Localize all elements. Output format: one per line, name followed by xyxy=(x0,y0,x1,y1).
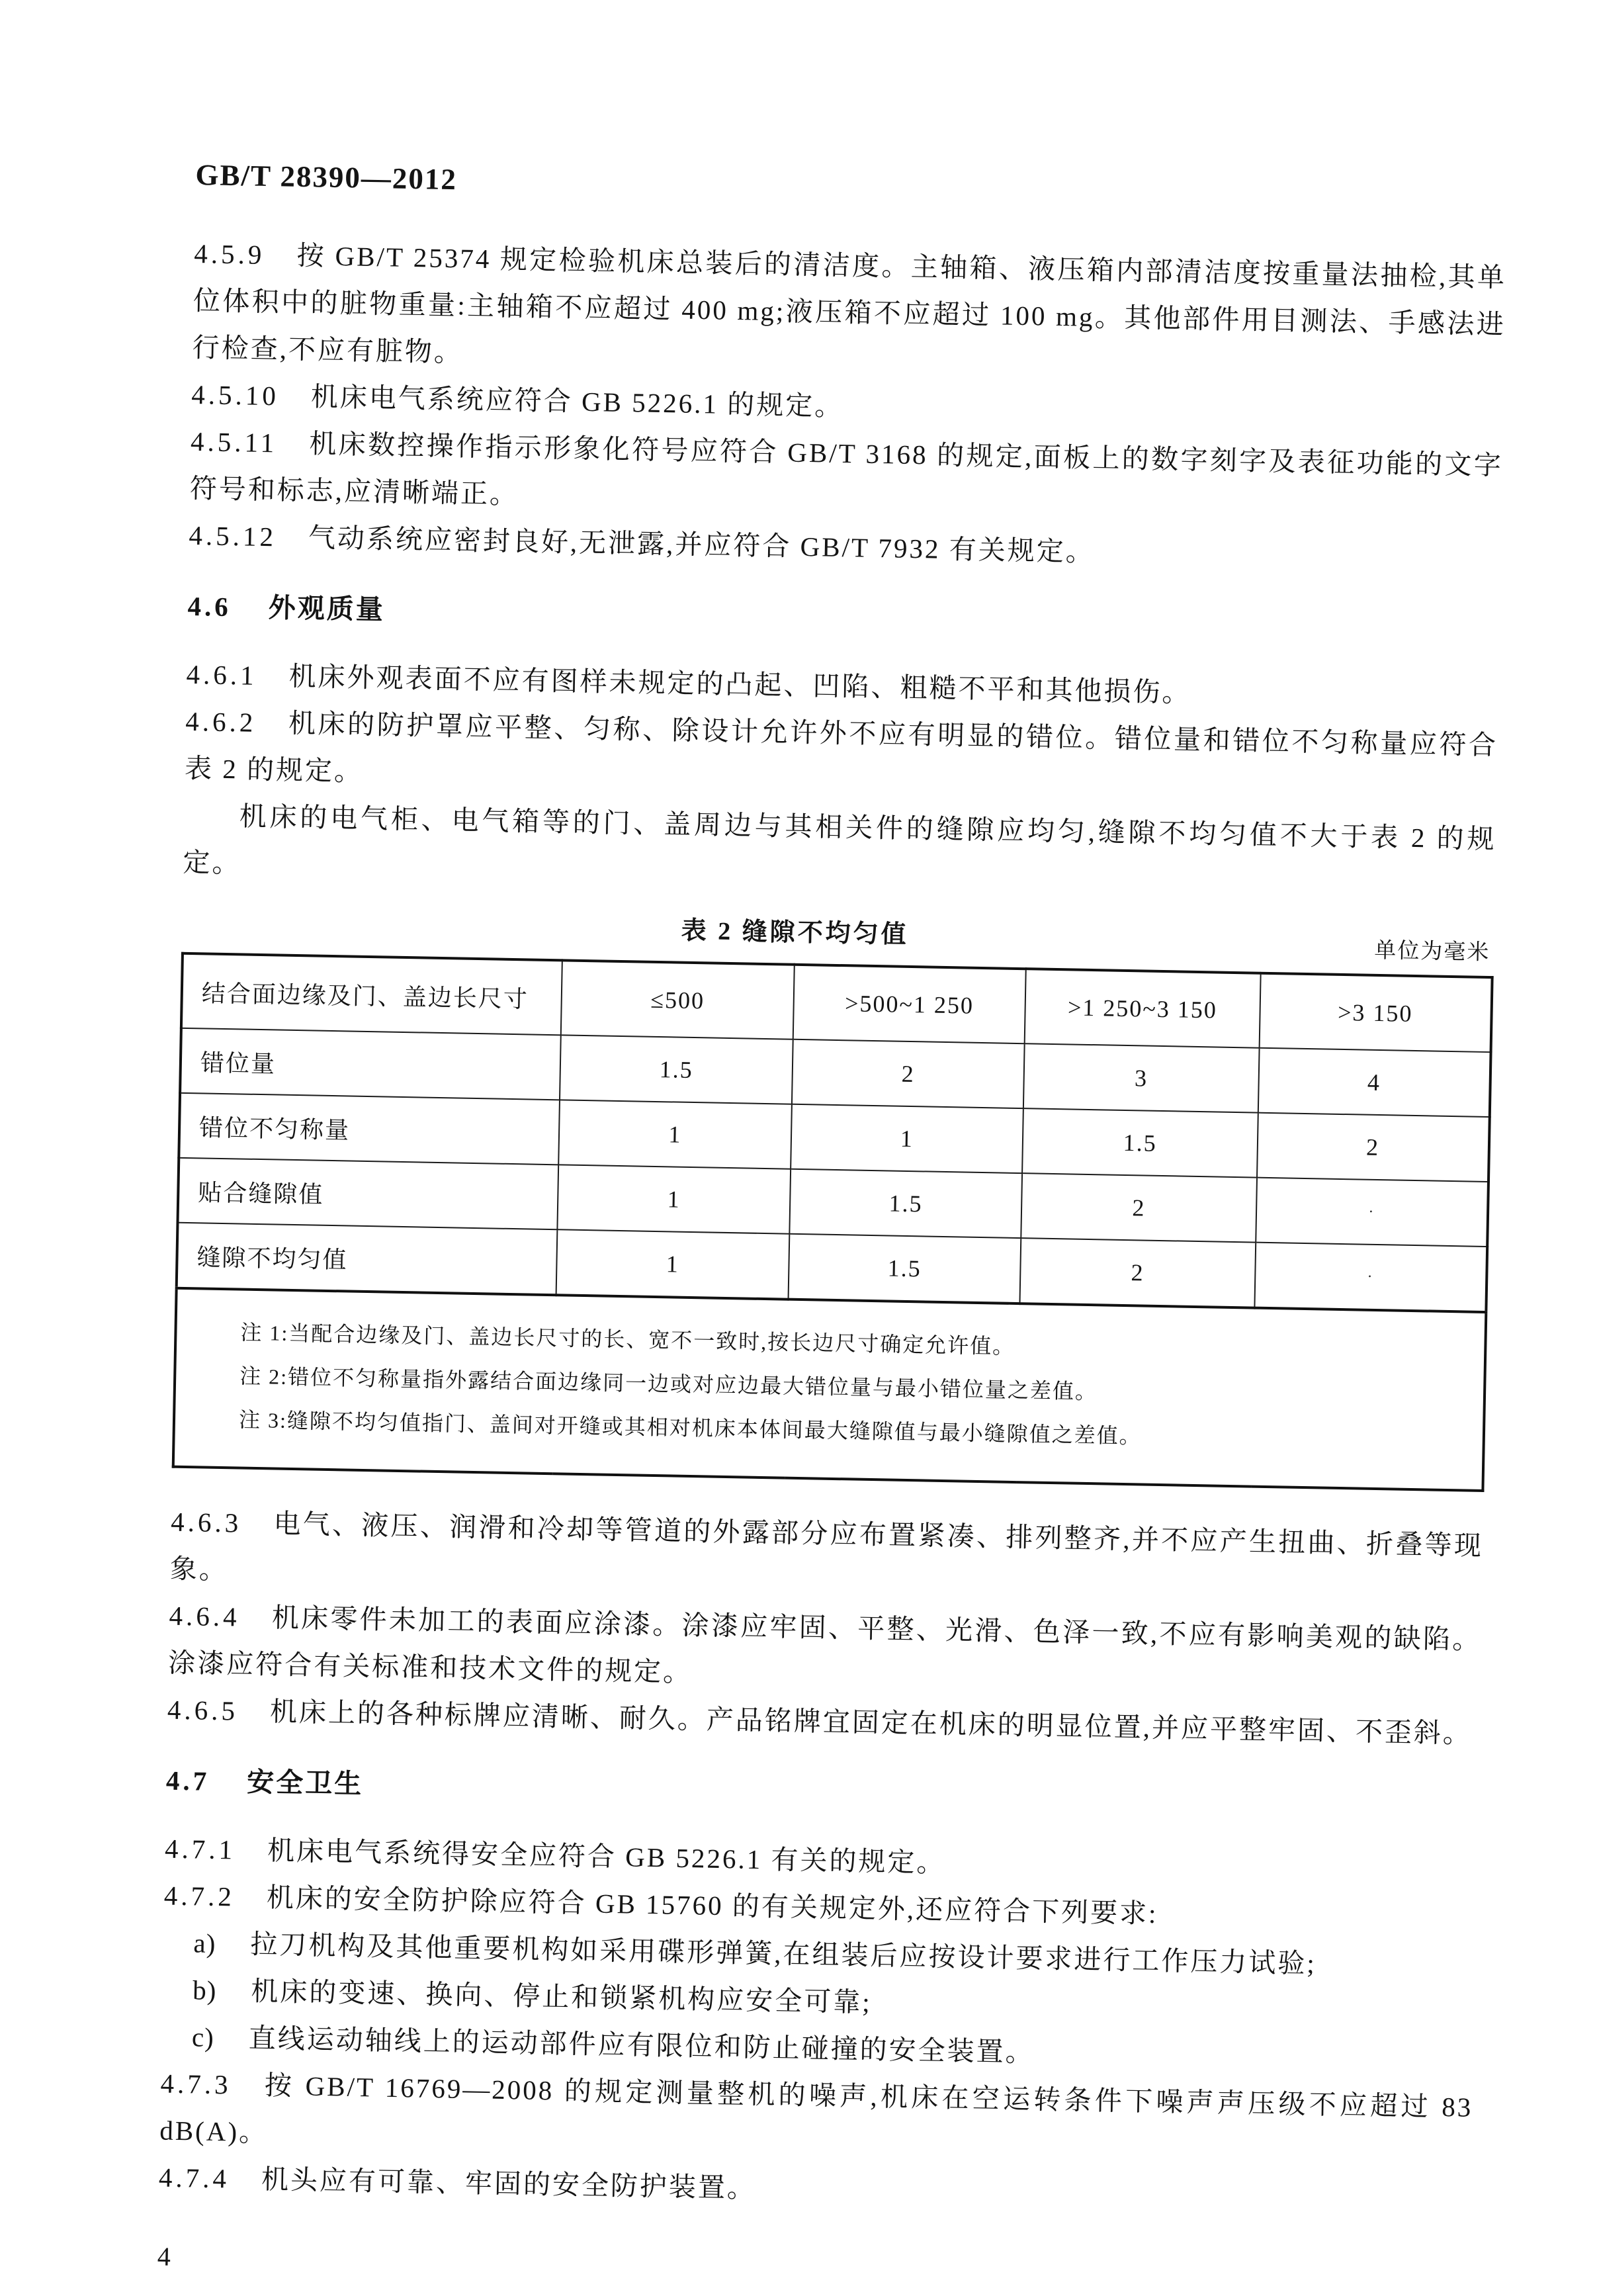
section-number: 4.5.9 xyxy=(193,238,265,270)
row-label: 缝隙不均匀值 xyxy=(177,1223,558,1296)
cell-value: 2 xyxy=(792,1039,1025,1108)
cell-value: 1.5 xyxy=(788,1234,1021,1303)
section-text: 气动系统应密封良好,无泄露,并应符合 GB/T 7932 有关规定。 xyxy=(308,522,1096,567)
section-text: 机床的安全防护除应符合 GB 15760 的有关规定外,还应符合下列要求: xyxy=(266,1882,1158,1929)
cell-value: 2 xyxy=(1021,1173,1256,1242)
table-header-cell: 结合面边缘及门、盖边长尺寸 xyxy=(181,953,562,1036)
section-number: 4.6.4 xyxy=(169,1600,241,1632)
section-number: 4.6 xyxy=(187,590,232,623)
cell-value: 1 xyxy=(556,1229,789,1299)
list-text: 机床的变速、换向、停止和锁紧机构应安全可靠; xyxy=(250,1975,873,2018)
cell-value: 3 xyxy=(1023,1043,1259,1112)
section-number: 4.6.1 xyxy=(186,658,258,691)
cell-value: 1.5 xyxy=(1022,1108,1258,1177)
section-text: 机头应有可靠、牢固的安全防护装置。 xyxy=(261,2164,757,2204)
cell-value: 1.5 xyxy=(789,1169,1022,1238)
list-marker: b) xyxy=(192,1974,217,2006)
section-number: 4.5.11 xyxy=(190,425,278,459)
section-4-5-9 xyxy=(192,230,1507,395)
cell-value: 2 xyxy=(1257,1113,1490,1182)
heading-4-7 xyxy=(165,1757,1479,1828)
section-text: 机床电气系统得安全应符合 GB 5226.1 有关的规定。 xyxy=(267,1835,946,1878)
note-line: 注 3:缝隙不均匀值指门、盖间对开缝或其相对机床本体间最大缝隙值与最小缝隙值之差值。 xyxy=(238,1407,1143,1448)
heading-text: 安全卫生 xyxy=(246,1766,364,1800)
table-header-cell: ≤500 xyxy=(561,960,794,1039)
heading-text: 外观质量 xyxy=(268,592,386,625)
section-text: 机床上的各种标牌应清晰、耐久。产品铭牌宜固定在机床的明显位置,并应平整牢固、不歪斜。 xyxy=(269,1696,1473,1749)
table-header-cell: >1 250~3 150 xyxy=(1025,969,1260,1047)
row-label: 错位不匀称量 xyxy=(179,1093,560,1165)
table-notes-row xyxy=(173,1288,1487,1491)
section-number: 4.7 xyxy=(165,1765,210,1796)
heading-4-6 xyxy=(187,583,1500,654)
section-number: 4.7.1 xyxy=(164,1833,236,1865)
section-text: 机床电气系统应符合 GB 5226.1 的规定。 xyxy=(310,381,844,422)
table-header-cell: >500~1 250 xyxy=(793,965,1025,1043)
table-caption: 表 2 缝隙不均匀值 xyxy=(681,916,910,949)
section-number: 4.5.10 xyxy=(191,378,280,412)
section-text: 机床的防护罩应平整、匀称、除设计允许外不应有明显的错位。错位量和错位不匀称量应符合表 2 的规定。 xyxy=(184,707,1498,787)
section-number: 4.7.4 xyxy=(158,2162,230,2194)
section-text: 按 GB/T 25374 规定检验机床总装后的清洁度。主轴箱、液压箱内部清洁度按重量法抽检,其单位体积中的脏物重量:主轴箱不应超过 400 mg;液压箱不应超过 100 mg。其他部件用目测法、手感法进行检查,不应有脏物。 xyxy=(192,240,1507,368)
table-header-cell: >3 150 xyxy=(1259,973,1492,1052)
list-marker: a) xyxy=(193,1927,216,1959)
section-number: 4.7.2 xyxy=(163,1880,236,1912)
note-line: 注 1:当配合边缘及门、盖边长尺寸的长、宽不一致时,按长边尺寸确定允许值。 xyxy=(240,1320,1015,1358)
document-code: GB/T 28390—2012 xyxy=(195,157,458,197)
section-text: 机床零件未加工的表面应涂漆。涂漆应牢固、平整、光滑、色泽一致,不应有影响美观的缺陷。涂漆应符合有关标准和技术文件的规定。 xyxy=(167,1602,1482,1688)
section-number: 4.6.5 xyxy=(167,1694,239,1726)
cell-value: 1 xyxy=(558,1165,791,1233)
section-text: 机床的电气柜、电气箱等的门、盖周边与其相关件的缝隙应均匀,缝隙不均匀值不大于表 2 的规定。 xyxy=(183,801,1496,879)
note-line: 注 2:错位不匀称量指外露结合面边缘同一边或对应边最大错位量与最小错位量之差值。 xyxy=(239,1364,1098,1404)
table-unit-note: 单位为毫米 xyxy=(1374,938,1490,965)
section-text: 电气、液压、润滑和冷却等管道的外露部分应布置紧凑、排列整齐,并不应产生扭曲、折叠等现象。 xyxy=(169,1508,1484,1585)
section-text: 按 GB/T 16769—2008 的规定测量整机的噪声,机床在空运转条件下噪声声压级不应超过 83 dB(A)。 xyxy=(159,2070,1473,2148)
cell-value: 1 xyxy=(558,1100,791,1169)
cell-value: 4 xyxy=(1258,1048,1490,1117)
table-2 xyxy=(172,952,1494,1492)
page-number: 4 xyxy=(157,2241,171,2272)
row-label: 错位量 xyxy=(180,1028,561,1100)
cell-value: 1.5 xyxy=(560,1035,793,1104)
table-caption-row xyxy=(181,901,1494,964)
list-marker: c) xyxy=(191,2021,215,2053)
table-notes-cell xyxy=(173,1288,1487,1491)
section-number: 4.6.2 xyxy=(185,705,257,738)
section-text: 机床外观表面不应有图样未规定的凸起、凹陷、粗糙不平和其他损伤。 xyxy=(288,660,1191,708)
cell-value: 1 xyxy=(791,1104,1023,1173)
cell-value: · xyxy=(1254,1243,1487,1312)
section-number: 4.6.3 xyxy=(170,1506,242,1538)
cell-value: 2 xyxy=(1020,1238,1256,1307)
section-number: 4.7.3 xyxy=(160,2068,232,2100)
page-content xyxy=(157,157,1508,2296)
cell-value: · xyxy=(1256,1178,1489,1247)
list-text: 直线运动轴线上的运动部件应有限位和防止碰撞的安全装置。 xyxy=(248,2022,1035,2068)
list-text: 拉刀机构及其他重要机构如采用碟形弹簧,在组装后应按设计要求进行工作压力试验; xyxy=(249,1928,1317,1979)
section-text: 机床数控操作指示形象化符号应符合 GB/T 3168 的规定,面板上的数字刻字及表征功能的文字符号和标志,应清晰端正。 xyxy=(189,428,1504,510)
row-label: 贴合缝隙值 xyxy=(177,1158,558,1230)
section-number: 4.5.12 xyxy=(189,519,277,552)
